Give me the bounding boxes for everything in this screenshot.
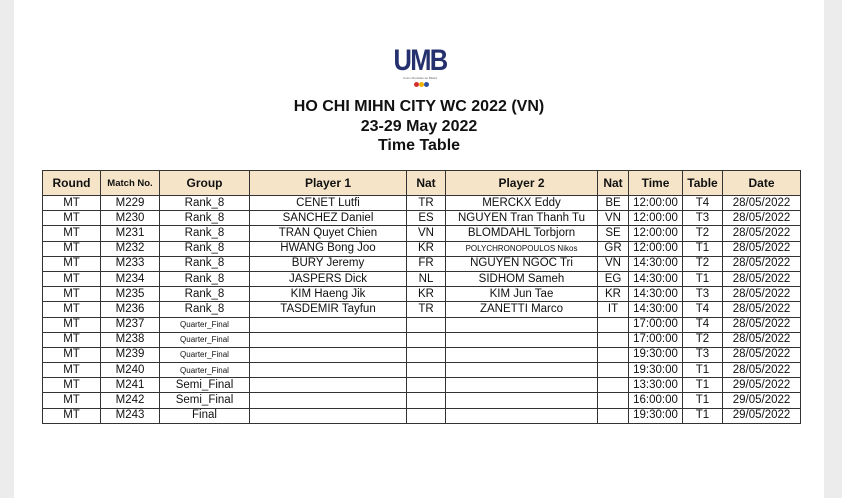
table-row [43,302,801,317]
cell-round: MT [43,332,101,347]
cell-table: T2 [683,256,723,271]
cell-match-no: M237 [101,317,160,332]
table-row [43,363,801,378]
cell-match-no: M242 [101,393,160,408]
cell-time: 17:00:00 [629,332,683,347]
cell-round: MT [43,241,101,256]
cell-match-no: M240 [101,363,160,378]
cell-group: Quarter_Final [160,347,250,362]
cell-time: 16:00:00 [629,393,683,408]
cell-match-no: M233 [101,256,160,271]
event-dates: 23-29 May 2022 [360,118,478,135]
logo-subtext: Union Mondiale de Billard [402,76,438,80]
cell-round: MT [43,211,101,226]
col-header-group: Group [160,171,250,196]
cell-time: 12:00:00 [629,196,683,211]
cell-player1: JASPERS Dick [250,271,407,286]
cell-player2: ZANETTI Marco [446,302,598,317]
cell-group: Semi_Final [160,378,250,393]
cell-nat2: VN [598,256,629,271]
cell-table: T3 [683,287,723,302]
cell-player1 [250,347,407,362]
cell-table: T1 [683,241,723,256]
cell-round: MT [43,302,101,317]
cell-player2 [446,408,598,423]
cell-round: MT [43,378,101,393]
cell-player1: BURY Jeremy [250,256,407,271]
cell-date: 28/05/2022 [723,226,801,241]
cell-player2 [446,393,598,408]
cell-group: Rank_8 [160,271,250,286]
cell-match-no: M231 [101,226,160,241]
col-header-match-no: Match No. [101,171,160,196]
cell-nat1 [407,393,446,408]
cell-date: 28/05/2022 [723,347,801,362]
cell-time: 14:30:00 [629,271,683,286]
cell-table: T3 [683,347,723,362]
cell-group: Rank_8 [160,211,250,226]
cell-date: 29/05/2022 [723,408,801,423]
cell-table: T1 [683,363,723,378]
logo-dot-blue [424,82,429,87]
cell-time: 14:30:00 [629,302,683,317]
cell-table: T4 [683,196,723,211]
cell-player1 [250,317,407,332]
cell-table: T3 [683,211,723,226]
cell-table: T4 [683,302,723,317]
cell-nat1: FR [407,256,446,271]
cell-table: T1 [683,271,723,286]
cell-player2 [446,317,598,332]
cell-group: Rank_8 [160,287,250,302]
cell-date: 28/05/2022 [723,271,801,286]
table-header-row [43,171,801,196]
table-row [43,271,801,286]
cell-table: T4 [683,317,723,332]
cell-player1: HWANG Bong Joo [250,241,407,256]
cell-round: MT [43,271,101,286]
cell-date: 28/05/2022 [723,196,801,211]
cell-round: MT [43,256,101,271]
col-header-nat1: Nat [407,171,446,196]
cell-time: 17:00:00 [629,317,683,332]
cell-player2: KIM Jun Tae [446,287,598,302]
cell-player2 [446,347,598,362]
cell-nat2: GR [598,241,629,256]
cell-group: Rank_8 [160,256,250,271]
cell-group: Rank_8 [160,196,250,211]
col-header-player1: Player 1 [250,171,407,196]
cell-match-no: M235 [101,287,160,302]
cell-group: Rank_8 [160,226,250,241]
cell-group: Rank_8 [160,302,250,317]
cell-match-no: M238 [101,332,160,347]
cell-player1: TRAN Quyet Chien [250,226,407,241]
cell-date: 28/05/2022 [723,287,801,302]
cell-nat2: IT [598,302,629,317]
cell-time: 14:30:00 [629,256,683,271]
table-row [43,408,801,423]
col-header-nat2: Nat [598,171,629,196]
cell-nat1: TR [407,196,446,211]
table-row [43,211,801,226]
cell-nat2: EG [598,271,629,286]
cell-nat1: KR [407,287,446,302]
cell-round: MT [43,408,101,423]
cell-date: 28/05/2022 [723,241,801,256]
umb-logo [383,46,457,88]
col-header-time: Time [629,171,683,196]
cell-player1 [250,393,407,408]
cell-nat1 [407,347,446,362]
cell-player1: TASDEMIR Tayfun [250,302,407,317]
cell-player2 [446,332,598,347]
cell-date: 29/05/2022 [723,378,801,393]
cell-time: 13:30:00 [629,378,683,393]
cell-date: 28/05/2022 [723,363,801,378]
cell-player2: SIDHOM Sameh [446,271,598,286]
cell-date: 28/05/2022 [723,332,801,347]
cell-player1: CENET Lutfi [250,196,407,211]
cell-nat1 [407,408,446,423]
table-row [43,287,801,302]
cell-round: MT [43,196,101,211]
cell-nat1: TR [407,302,446,317]
cell-nat1 [407,317,446,332]
cell-player2: BLOMDAHL Torbjorn [446,226,598,241]
cell-nat2 [598,332,629,347]
cell-match-no: M243 [101,408,160,423]
cell-nat2 [598,363,629,378]
cell-table: T1 [683,393,723,408]
page-subtitle: Time Table [377,137,461,154]
col-header-table: Table [683,171,723,196]
cell-time: 12:00:00 [629,226,683,241]
cell-nat1 [407,378,446,393]
cell-player1 [250,408,407,423]
cell-time: 14:30:00 [629,287,683,302]
col-header-date: Date [723,171,801,196]
cell-match-no: M239 [101,347,160,362]
logo-dots [414,82,428,88]
cell-nat2: VN [598,211,629,226]
cell-player2: NGUYEN Tran Thanh Tu [446,211,598,226]
cell-round: MT [43,363,101,378]
cell-time: 12:00:00 [629,241,683,256]
cell-player2 [446,378,598,393]
cell-round: MT [43,226,101,241]
cell-nat2: KR [598,287,629,302]
cell-match-no: M230 [101,211,160,226]
cell-player1 [250,363,407,378]
table-row [43,317,801,332]
cell-date: 28/05/2022 [723,302,801,317]
cell-group: Final [160,408,250,423]
cell-player1 [250,378,407,393]
cell-round: MT [43,393,101,408]
cell-round: MT [43,287,101,302]
cell-nat2 [598,378,629,393]
cell-group: Quarter_Final [160,363,250,378]
page-title: HO CHI MIHN CITY WC 2022 (VN) [293,98,545,115]
col-header-player2: Player 2 [446,171,598,196]
table-row [43,256,801,271]
table-row [43,226,801,241]
cell-date: 29/05/2022 [723,393,801,408]
cell-group: Quarter_Final [160,332,250,347]
cell-time: 12:00:00 [629,211,683,226]
cell-match-no: M229 [101,196,160,211]
cell-player1: KIM Haeng Jik [250,287,407,302]
time-table [42,170,801,424]
table-body [43,196,801,424]
cell-match-no: M241 [101,378,160,393]
cell-table: T2 [683,226,723,241]
cell-group: Rank_8 [160,241,250,256]
cell-nat1 [407,332,446,347]
cell-table: T1 [683,408,723,423]
cell-date: 28/05/2022 [723,211,801,226]
table-row [43,196,801,211]
cell-time: 19:30:00 [629,347,683,362]
cell-player1: SANCHEZ Daniel [250,211,407,226]
cell-round: MT [43,317,101,332]
cell-time: 19:30:00 [629,363,683,378]
table-row [43,393,801,408]
table-row [43,378,801,393]
cell-nat2: BE [598,196,629,211]
cell-group: Semi_Final [160,393,250,408]
cell-match-no: M234 [101,271,160,286]
table-row [43,347,801,362]
cell-nat1: VN [407,226,446,241]
cell-nat2 [598,408,629,423]
table-row [43,241,801,256]
cell-nat2 [598,347,629,362]
cell-player1 [250,332,407,347]
cell-match-no: M236 [101,302,160,317]
cell-nat1: ES [407,211,446,226]
cell-match-no: M232 [101,241,160,256]
cell-date: 28/05/2022 [723,256,801,271]
cell-nat2 [598,393,629,408]
table-row [43,332,801,347]
cell-player2 [446,363,598,378]
cell-nat1: KR [407,241,446,256]
logo-text: UMB [393,44,447,77]
cell-nat1: NL [407,271,446,286]
cell-nat2 [598,317,629,332]
cell-player2: POLYCHRONOPOULOS Nikos [446,241,598,256]
cell-nat1 [407,363,446,378]
cell-table: T2 [683,332,723,347]
cell-table: T1 [683,378,723,393]
col-header-round: Round [43,171,101,196]
cell-date: 28/05/2022 [723,317,801,332]
cell-time: 19:30:00 [629,408,683,423]
cell-player2: MERCKX Eddy [446,196,598,211]
cell-nat2: SE [598,226,629,241]
cell-group: Quarter_Final [160,317,250,332]
cell-round: MT [43,347,101,362]
cell-player2: NGUYEN NGOC Tri [446,256,598,271]
